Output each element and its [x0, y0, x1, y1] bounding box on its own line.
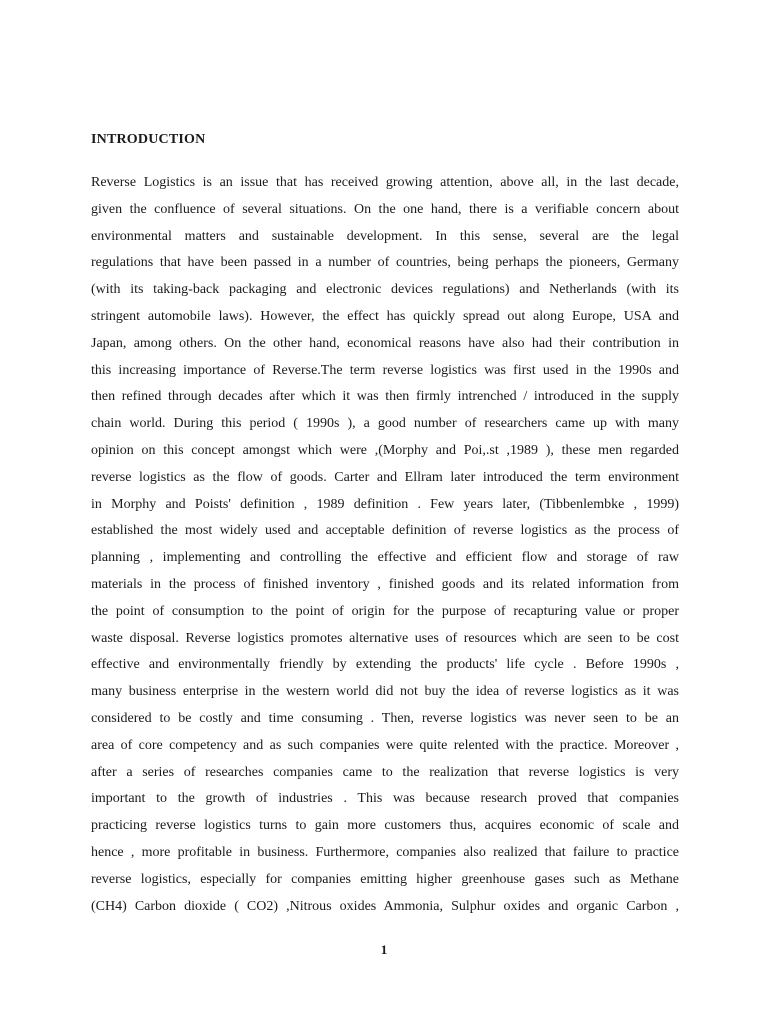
paragraph-line: (with its taking-back packaging and electronic devices regulations) and Netherlands (with its [91, 282, 679, 298]
paragraph-line: Japan, among others. On the other hand, economical reasons have also had their contribution in [91, 335, 679, 351]
paragraph-line: considered to be costly and time consuming . Then, reverse logistics was never seen to be an [91, 710, 679, 726]
body-paragraph [91, 170, 679, 920]
paragraph-line: stringent automobile laws). However, the effect has quickly spread out along Europe, USA and [91, 308, 679, 324]
section-heading: INTRODUCTION [91, 132, 206, 147]
page-number: 1 [380, 942, 388, 957]
paragraph-line: established the most widely used and acceptable definition of reverse logistics as the process of [91, 523, 679, 539]
paragraph-line: area of core competency and as such companies were quite relented with the practice. Moreover , [91, 737, 679, 753]
paragraph-line: practicing reverse logistics turns to gain more customers thus, acquires economic of scale and [91, 818, 679, 834]
paragraph-line: given the confluence of several situations. On the one hand, there is a verifiable concern about [91, 201, 679, 217]
paragraph-line: planning , implementing and controlling the effective and efficient flow and storage of raw [91, 550, 679, 566]
paragraph-line: chain world. During this period ( 1990s ), a good number of researchers came up with many [91, 416, 679, 432]
paragraph-line: after a series of researches companies came to the realization that reverse logistics is very [91, 764, 679, 780]
paragraph-line: then refined through decades after which it was then firmly intrenched / introduced in the supply [91, 389, 679, 405]
paragraph-line: reverse logistics, especially for companies emitting higher greenhouse gases such as Methane [91, 871, 679, 887]
paragraph-line: materials in the process of finished inventory , finished goods and its related information from [91, 576, 679, 592]
paragraph-line: important to the growth of industries . This was because research proved that companies [91, 791, 679, 807]
paragraph-line: waste disposal. Reverse logistics promotes alternative uses of resources which are seen to be cost [91, 630, 679, 646]
paragraph-line: hence , more profitable in business. Furthermore, companies also realized that failure to practice [91, 844, 679, 860]
paragraph-line: Reverse Logistics is an issue that has received growing attention, above all, in the last decade, [91, 175, 679, 190]
paragraph-line: effective and environmentally friendly by extending the products' life cycle . Before 1990s , [91, 657, 679, 673]
paragraph-line: this increasing importance of Reverse.The term reverse logistics was first used in the 1990s and [91, 362, 679, 378]
paragraph-line: (CH4) Carbon dioxide ( CO2) ,Nitrous oxides Ammonia, Sulphur oxides and organic Carbon , [91, 898, 679, 914]
paragraph-line: the point of consumption to the point of origin for the purpose of recapturing value or proper [91, 603, 679, 619]
paragraph-line: opinion on this concept amongst which were ,(Morphy and Poi,.st ,1989 ), these men regarded [91, 442, 679, 458]
paragraph-line: environmental matters and sustainable development. In this sense, several are the legal [91, 228, 679, 244]
paragraph-line: many business enterprise in the western world did not buy the idea of reverse logistics as it was [91, 684, 679, 700]
paragraph-line: reverse logistics as the flow of goods. Carter and Ellram later introduced the term environment [91, 469, 679, 485]
paragraph-line: in Morphy and Poists' definition , 1989 definition . Few years later, (Tibbenlembke , 1999) [91, 496, 679, 512]
paragraph-line: regulations that have been passed in a number of countries, being perhaps the pioneers, Germany [91, 255, 679, 271]
